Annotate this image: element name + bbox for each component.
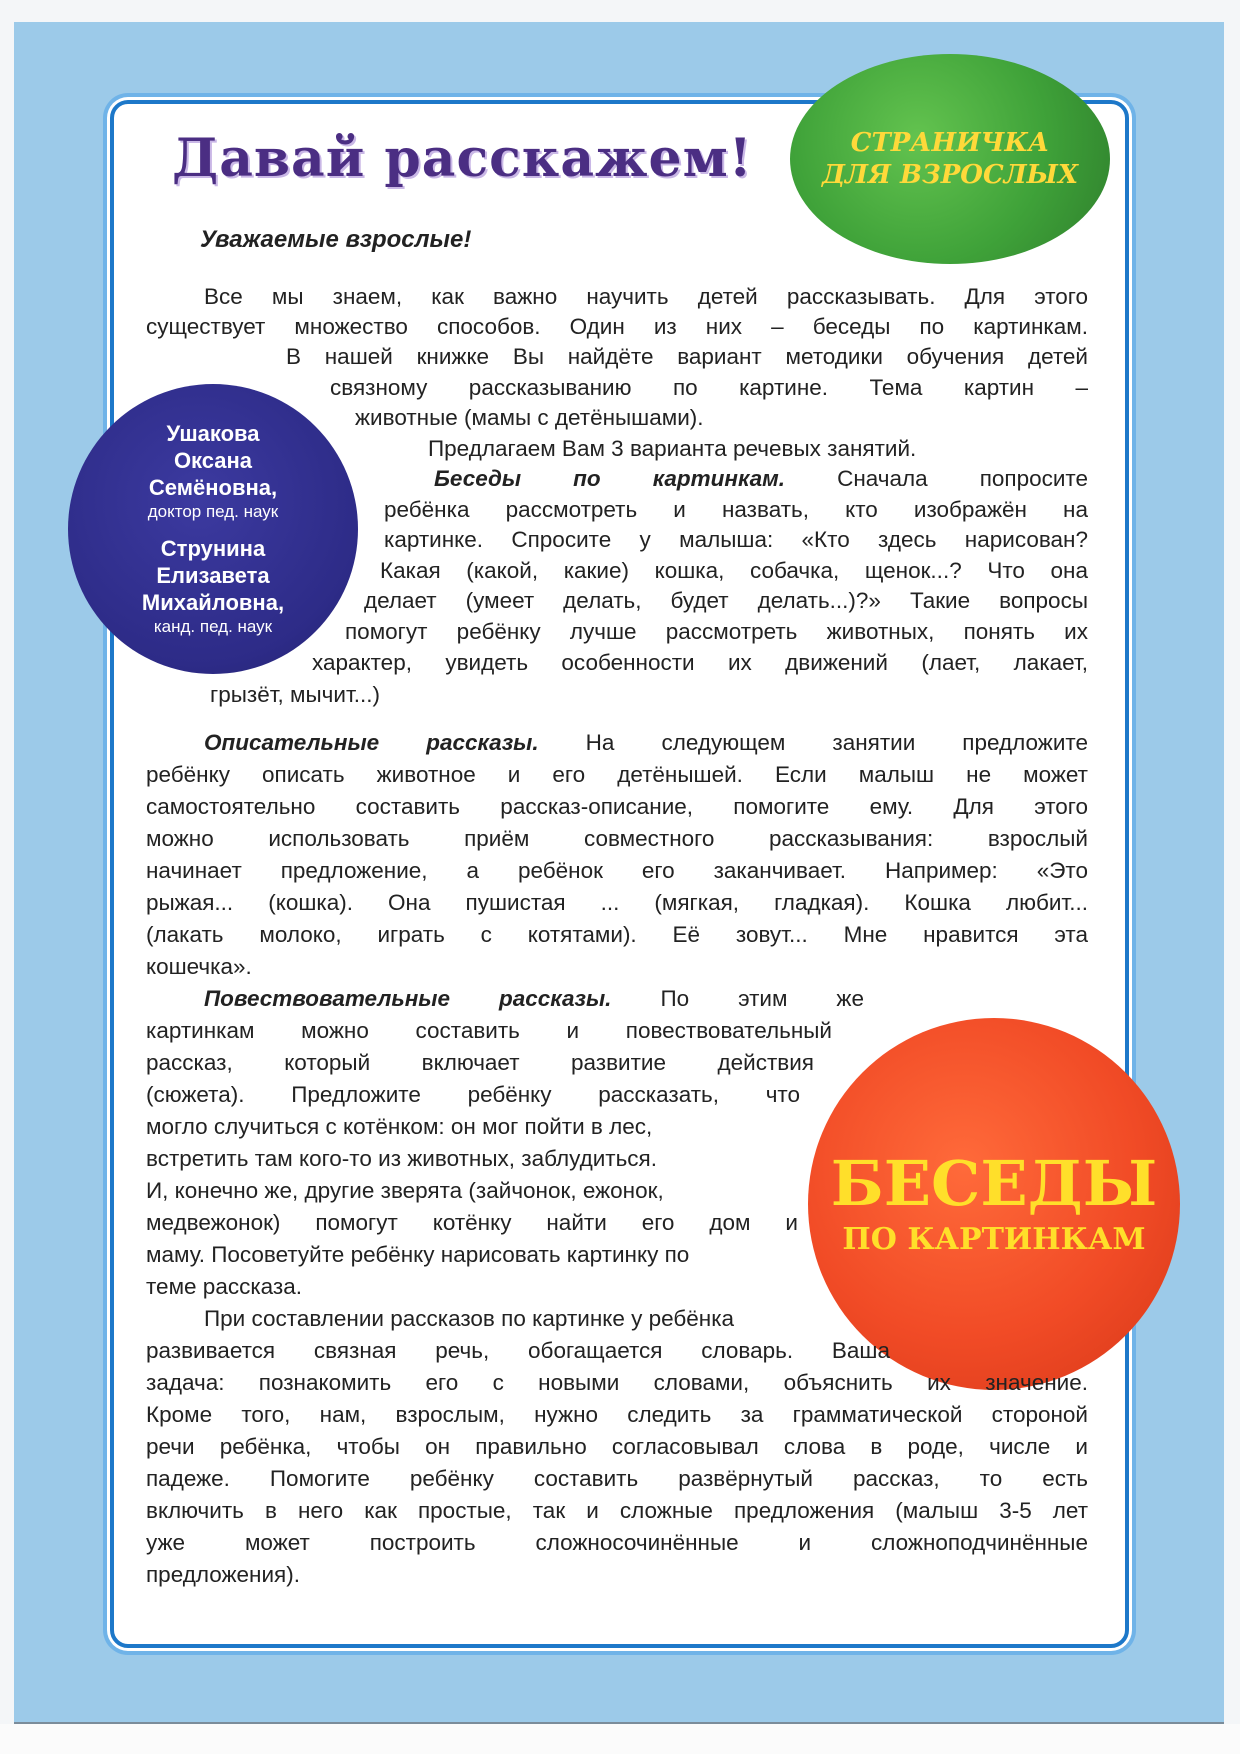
intro-line-2: существует множество способов. Один из них – беседы по картинкам. [146, 314, 1088, 339]
greeting: Уважаемые взрослые! [200, 226, 472, 253]
narrative-line-4: могло случиться с котёнком: он мог пойти в лес, [146, 1114, 653, 1139]
closing-line-5: речи ребёнка, чтобы он правильно согласовывал слова в роде, числе и [146, 1434, 1088, 1459]
descriptive-line-7: кошечка». [146, 954, 252, 979]
narrative-line-8: маму. Посоветуйте ребёнку нарисовать картинку по [146, 1242, 690, 1267]
descriptive-lead: На следующем занятии предложите [585, 730, 1088, 755]
conversations-lead: Сначала попросите [837, 466, 1088, 491]
author-1-surname: Ушакова [166, 421, 260, 446]
descriptive-line-2: самостоятельно составить рассказ-описание, помогите ему. Для этого [146, 794, 1088, 819]
descriptive-line-5: рыжая... (кошка). Она пушистая ... (мягкая, гладкая). Кошка любит... [146, 890, 1088, 915]
intro-line-3: В нашей книжке Вы найдёте вариант методики обучения детей [286, 344, 1088, 369]
narrative-line-1: картинкам можно составить и повествовательный [146, 1018, 832, 1043]
narrative-line-5: встретить там кого-то из животных, заблудиться. [146, 1146, 657, 1171]
intro-line-5: животные (мамы с детёнышами). [355, 405, 704, 430]
conversations-line-5: помогут ребёнку лучше рассмотреть животных, понять их [345, 619, 1088, 644]
page-title: Давай расскажем! [172, 128, 753, 189]
closing-line-7: включить в него как простые, так и сложные предложения (малыш 3-5 лет [146, 1498, 1088, 1523]
bottom-margin [0, 1724, 1240, 1754]
adults-page-badge [790, 54, 1110, 264]
topic-badge [808, 1018, 1180, 1390]
topic-badge-line2: ПО КАРТИНКАМ [842, 1222, 1146, 1257]
conversations-line-7: грызёт, мычит...) [210, 682, 381, 707]
authors-badge [68, 384, 358, 674]
conversations-line-4: делает (умеет делать, будет делать...)?» Такие вопросы [364, 588, 1088, 613]
closing-line-6: падеже. Помогите ребёнку составить развёрнутый рассказ, то есть [146, 1466, 1088, 1491]
descriptive-line-3: можно использовать приём совместного рассказывания: взрослый [146, 826, 1088, 851]
adults-badge-line1: СТРАНИЧКА [850, 128, 1050, 158]
author-1-patronymic: Семёновна, [148, 475, 278, 500]
closing-line-4: Кроме того, нам, взрослым, нужно следить за грамматической стороной [146, 1402, 1088, 1427]
narrative-heading: Повествовательные рассказы. [204, 986, 612, 1011]
descriptive-line-4: начинает предложение, а ребёнок его заканчивает. Например: «Это [146, 858, 1088, 883]
closing-line-2: развивается связная речь, обогащается словарь. Ваша [146, 1338, 890, 1363]
conversations-line-3: Какая (какой, какие) кошка, собачка, щенок...? Что она [380, 558, 1088, 583]
descriptive-line-6: (лакать молоко, играть с котятами). Её зовут... Мне нравится эта [146, 922, 1088, 947]
adults-badge-line2: ДЛЯ ВЗРОСЛЫХ [821, 160, 1079, 190]
author-2-patronymic: Михайловна, [141, 590, 285, 615]
closing-line-3: задача: познакомить его с новыми словами, объяснить их значение. [146, 1370, 1088, 1395]
narrative-line-7: медвежонок) помогут котёнку найти его дом и [146, 1210, 798, 1235]
narrative-first-line [204, 984, 864, 1014]
narrative-line-6: И, конечно же, другие зверята (зайчонок, ежонок, [146, 1178, 664, 1203]
intro-line-4: связному рассказыванию по картине. Тема картин – [330, 375, 1088, 400]
author-2-name: Елизавета [156, 563, 270, 588]
intro-line-1: Все мы знаем, как важно научить детей рассказывать. Для этого [204, 284, 1088, 309]
conversations-line-2: картинке. Спросите у малыша: «Кто здесь нарисован? [384, 527, 1088, 552]
conversations-line-1: ребёнка рассмотреть и назвать, кто изображён на [384, 497, 1088, 522]
offer-line: Предлагаем Вам 3 варианта речевых занятий. [428, 436, 917, 461]
narrative-lead: По этим же [660, 986, 864, 1011]
author-2-surname: Струнина [160, 536, 266, 561]
conversations-line-6: характер, увидеть особенности их движений (лает, лакает, [312, 650, 1088, 675]
closing-line-8: уже может построить сложносочинённые и сложноподчинённые [146, 1530, 1088, 1555]
closing-line-9: предложения). [146, 1562, 300, 1587]
author-1-degree: доктор пед. наук [147, 502, 279, 521]
descriptive-first-line [204, 728, 1088, 758]
narrative-line-9: теме рассказа. [146, 1274, 303, 1299]
narrative-line-3: (сюжета). Предложите ребёнку рассказать, что [146, 1082, 800, 1107]
author-1-name: Оксана [173, 448, 253, 473]
conversations-heading: Беседы по картинкам. [434, 466, 786, 491]
descriptive-line-1: ребёнку описать животное и его детёнышей. Если малыш не может [146, 762, 1088, 787]
conversations-first-line [434, 464, 1088, 494]
topic-badge-line1: БЕСЕДЫ [830, 1147, 1158, 1220]
descriptive-heading: Описательные рассказы. [204, 730, 539, 755]
narrative-line-2: рассказ, который включает развитие действия [146, 1050, 814, 1075]
closing-line-1: При составлении рассказов по картинке у ребёнка [204, 1306, 735, 1331]
author-2-degree: канд. пед. наук [153, 617, 273, 636]
